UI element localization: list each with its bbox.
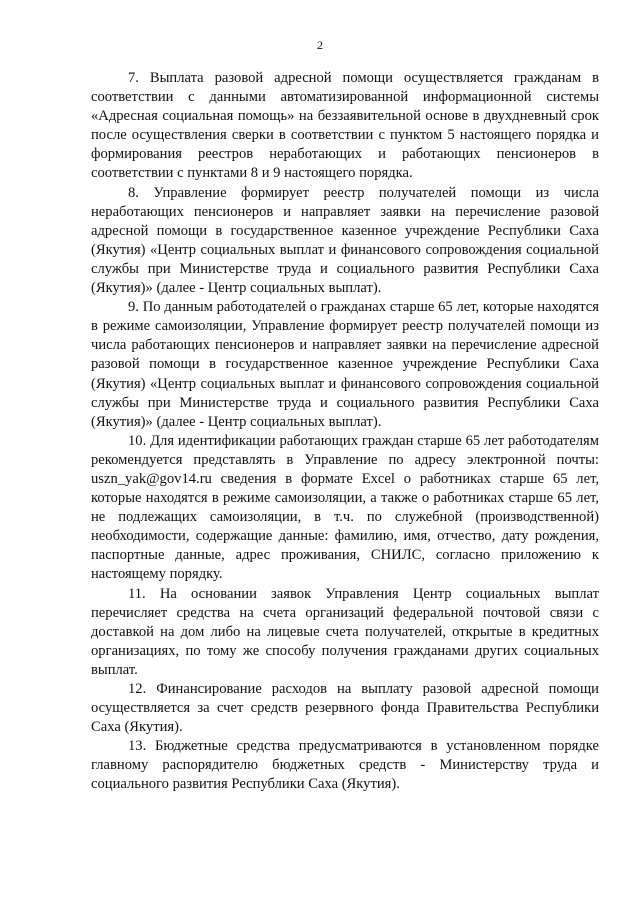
- paragraph-11: 11. На основании заявок Управления Центр социальных выплат перечисляет средства на счета организаций федеральной почтовой связи с доставкой на дом либо на лицевые счета получателей, открытые в кредитных организациях, по тому же способу получения гражданами других социальных выплат.: [91, 585, 599, 678]
- paragraph-12: 12. Финансирование расходов на выплату разовой адресной помощи осуществляется за счет средств резервного фонда Правительства Республики Саха (Якутия).: [91, 681, 599, 736]
- paragraph-8: 8. Управление формирует реестр получателей помощи из числа неработающих пенсионеров и направляет заявки на перечисление разовой адресной помощи в государственное казенное учреждение Республики Саха (Якутия) «Центр социальных выплат и финансового сопровождения социальной службы при Министерстве труда и социального развития Республики Саха (Якутия)» (далее - Центр социальных выплат).: [91, 184, 599, 297]
- document-body: [91, 69, 599, 795]
- paragraph-13: 13. Бюджетные средства предусматриваются в установленном порядке главному распорядителю бюджетных средств - Министерству труда и социального развития Республики Саха (Якутия).: [91, 738, 599, 793]
- paragraph-9: 9. По данным работодателей о гражданах старше 65 лет, которые находятся в режиме самоизоляции, Управление формирует реестр получателей помощи из числа работающих пенсионеров и направляет заявки на перечисление адресной разовой помощи в государственное казенное учреждение Республики Саха (Якутия) «Центр социальных выплат и финансового сопровождения социальной службы при Министерстве труда и социального развития Республики Саха (Якутия)» (далее - Центр социальных выплат).: [91, 299, 599, 430]
- page-number: 2: [317, 38, 323, 52]
- paragraph-10: 10. Для идентификации работающих граждан старше 65 лет работодателям рекомендуется представлять в Управление по адресу электронной почты: uszn_yak@gov14.ru сведения в формате Excel о работниках старше 65 лет, которые находятся в режиме самоизоляции, а также о работниках старше 65 лет, не подлежащих самоизоляции, в т.ч. по служебной (производственной) необходимости, содержащие данные: фамилию, имя, отчество, дату рождения, паспортные данные, адрес проживания, СНИЛС, согласно приложению к настоящему порядку.: [91, 432, 599, 583]
- paragraph-7: 7. Выплата разовой адресной помощи осуществляется гражданам в соответствии с данными автоматизированной информационной системы «Адресная социальная помощь» на беззаявительной основе в двухдневный срок после осуществления сверки в соответствии с пунктом 5 настоящего порядка и формирования реестров неработающих и работающих пенсионеров в соответствии с пунктами 8 и 9 настоящего порядка.: [91, 70, 599, 182]
